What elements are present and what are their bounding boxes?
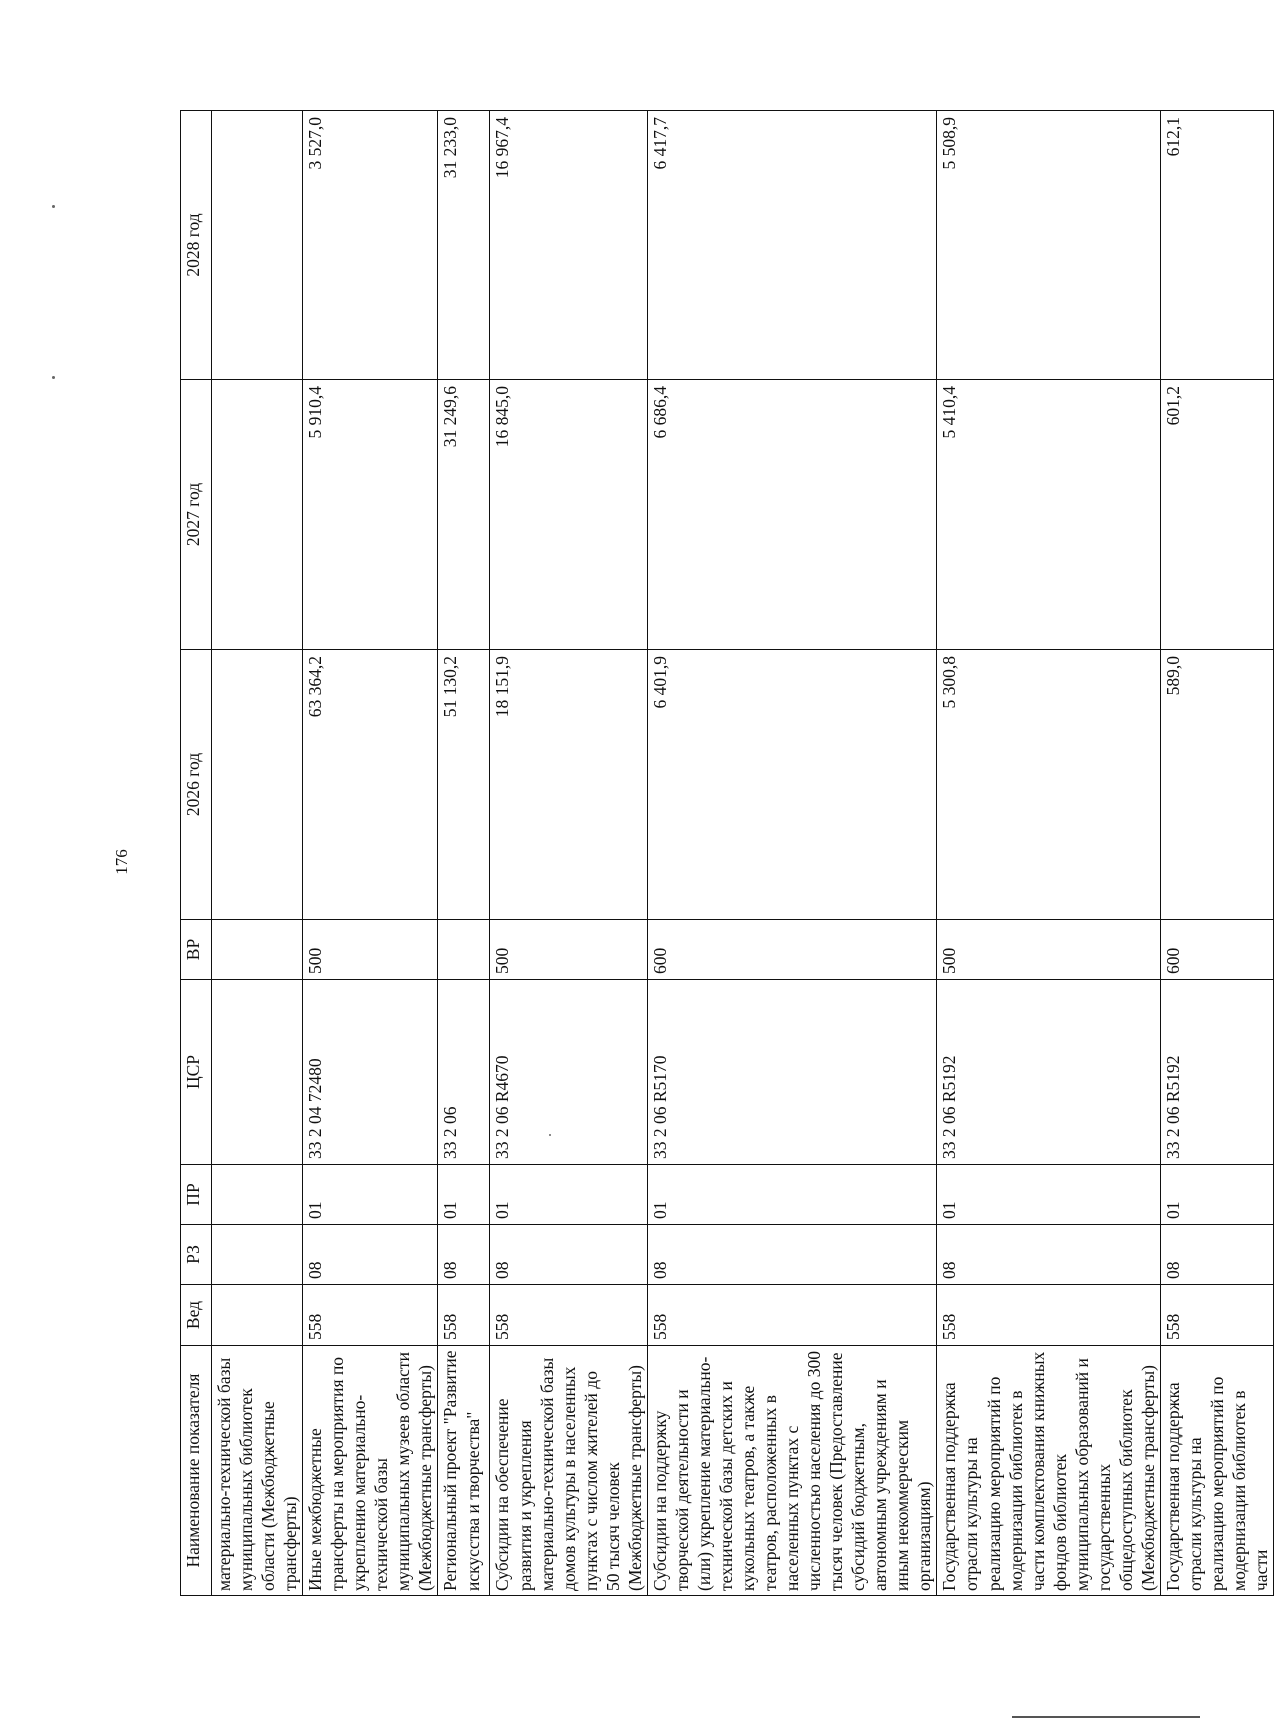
cell-rz: 08 (438, 1225, 490, 1285)
cell-ved (212, 1285, 303, 1346)
cell-2027: 601,2 (1160, 380, 1273, 650)
cell-rz (212, 1225, 303, 1285)
cell-2028: 16 967,4 (490, 111, 647, 380)
page-number: 176 (112, 849, 131, 875)
table-row (212, 111, 303, 1596)
cell-csr: 33 2 06 R5192 (937, 980, 1160, 1165)
cell-ved: 558 (937, 1285, 1160, 1346)
scan-edge-line (1012, 1716, 1200, 1718)
cell-name: Субсидии на обеспечение развития и укрепления материально-технической базы домов культуры в населенных пунктах с числом жителей до 50 тысяч человек (Межбюджетные трансферты) (490, 1346, 647, 1596)
scan-speck (52, 376, 55, 379)
cell-name: Государственная поддержка отрасли культуры на реализацию мероприятий по модернизации библиотек в части (1160, 1346, 1273, 1596)
cell-vr: 500 (937, 920, 1160, 980)
cell-rz: 08 (937, 1225, 1160, 1285)
cell-name: материально-технической базы муниципальных библиотек области (Межбюджетные трансферты) (212, 1346, 303, 1596)
cell-ved: 558 (490, 1285, 647, 1346)
cell-csr: 33 2 04 72480 (303, 980, 438, 1165)
cell-ved: 558 (303, 1285, 438, 1346)
cell-2027: 5 910,4 (303, 380, 438, 650)
header-csr: ЦСР (181, 980, 212, 1165)
cell-pr: 01 (647, 1165, 937, 1225)
cell-ved: 558 (438, 1285, 490, 1346)
cell-vr: 500 (303, 920, 438, 980)
rotated-page-content (180, 111, 1272, 1596)
cell-pr: 01 (937, 1165, 1160, 1225)
cell-vr: 500 (490, 920, 647, 980)
cell-csr: 33 2 06 R5192 (1160, 980, 1273, 1165)
cell-csr: 33 2 06 (438, 980, 490, 1165)
cell-rz: 08 (303, 1225, 438, 1285)
cell-vr: 600 (1160, 920, 1273, 980)
cell-csr: 33 2 06 R4670 (490, 980, 647, 1165)
header-pr: ПР (181, 1165, 212, 1225)
cell-pr: 01 (1160, 1165, 1273, 1225)
header-ved: Вед (181, 1285, 212, 1346)
cell-pr (212, 1165, 303, 1225)
cell-name: Субсидии на поддержку творческой деятельности и (или) укрепление материально-технической базы детских и кукольных театров, а также театров, расположенных в населенных пунктах с численностью населения до 300 тысяч человек (Предоставление субсидий бюджетным, автономным учреждениям и иным некоммерческим организациям) (647, 1346, 937, 1596)
cell-vr: 600 (647, 920, 937, 980)
table-row (490, 111, 647, 1596)
header-rz: РЗ (181, 1225, 212, 1285)
cell-2026: 5 300,8 (937, 650, 1160, 920)
cell-2028: 31 233,0 (438, 111, 490, 380)
cell-2027: 6 686,4 (647, 380, 937, 650)
cell-pr: 01 (438, 1165, 490, 1225)
cell-2027: 5 410,4 (937, 380, 1160, 650)
cell-2028: 612,1 (1160, 111, 1273, 380)
cell-2026 (212, 650, 303, 920)
table-header-row (181, 111, 212, 1596)
table-row (1160, 111, 1273, 1596)
header-2026: 2026 год (181, 650, 212, 920)
cell-name: Государственная поддержка отрасли культуры на реализацию мероприятий по модернизации библиотек в части комплектования книжных фондов библиотек муниципальных образований и государственных общедоступных библиотек (Межбюджетные трансферты) (937, 1346, 1160, 1596)
header-vr: ВР (181, 920, 212, 980)
cell-name: Иные межбюджетные трансферты на мероприятия по укреплению материально-технической базы муниципальных музеев области (Межбюджетные трансферты) (303, 1346, 438, 1596)
cell-2026: 63 364,2 (303, 650, 438, 920)
cell-2027: 31 249,6 (438, 380, 490, 650)
cell-ved: 558 (647, 1285, 937, 1346)
cell-2027 (212, 380, 303, 650)
cell-2026: 589,0 (1160, 650, 1273, 920)
cell-name: Региональный проект "Развитие искусства и творчества" (438, 1346, 490, 1596)
table-row (438, 111, 490, 1596)
table-row (647, 111, 937, 1596)
cell-rz: 08 (490, 1225, 647, 1285)
cell-2027: 16 845,0 (490, 380, 647, 650)
scan-speck (52, 205, 55, 208)
cell-2026: 18 151,9 (490, 650, 647, 920)
header-2027: 2027 год (181, 380, 212, 650)
table-row (937, 111, 1160, 1596)
cell-rz: 08 (647, 1225, 937, 1285)
cell-2026: 51 130,2 (438, 650, 490, 920)
cell-pr: 01 (303, 1165, 438, 1225)
cell-2026: 6 401,9 (647, 650, 937, 920)
header-2028: 2028 год (181, 111, 212, 380)
table-row (303, 111, 438, 1596)
cell-2028: 3 527,0 (303, 111, 438, 380)
cell-2028: 6 417,7 (647, 111, 937, 380)
cell-pr: 01 (490, 1165, 647, 1225)
cell-csr: 33 2 06 R5170 (647, 980, 937, 1165)
cell-ved: 558 (1160, 1285, 1273, 1346)
cell-2028 (212, 111, 303, 380)
cell-vr (212, 920, 303, 980)
cell-rz: 08 (1160, 1225, 1273, 1285)
cell-2028: 5 508,9 (937, 111, 1160, 380)
budget-table (180, 110, 1274, 1596)
header-name: Наименование показателя (181, 1346, 212, 1596)
cell-vr (438, 920, 490, 980)
cell-csr (212, 980, 303, 1165)
